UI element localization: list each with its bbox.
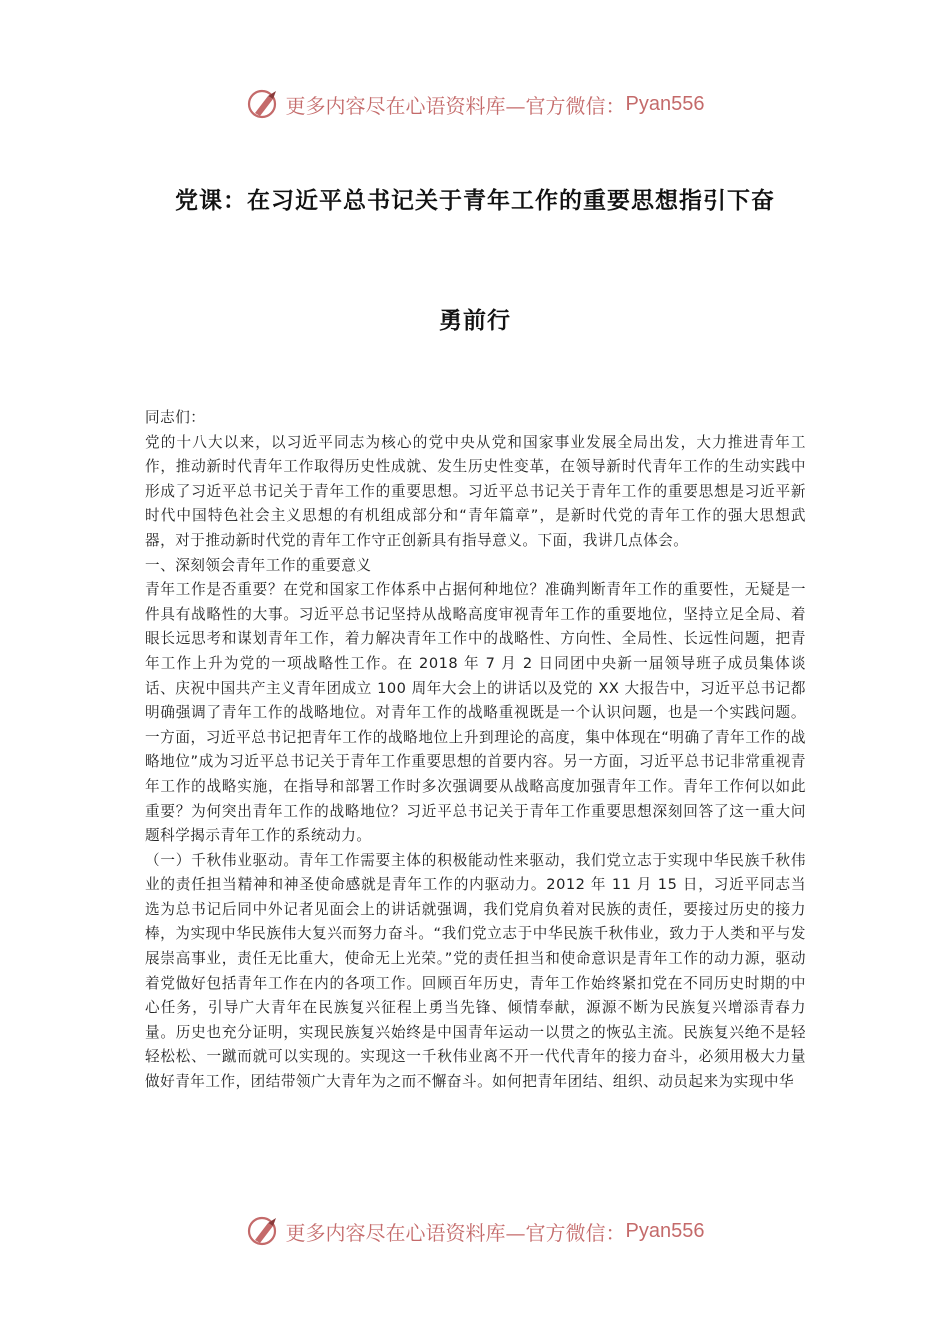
watermark-wechat-id: Pyan556: [625, 1219, 705, 1242]
pen-nib-logo-icon: [246, 86, 282, 122]
watermark-banner-bottom: [0, 1211, 950, 1251]
watermark-text: 更多内容尽在心语资料库—官方微信：: [285, 93, 626, 118]
document-title-line-1: 党课：在习近平总书记关于青年工作的重要思想指引下奋: [175, 188, 775, 214]
pen-nib-logo-icon: [246, 1213, 282, 1249]
document-body: [145, 406, 806, 1095]
watermark-text: 更多内容尽在心语资料库—官方微信：: [285, 1220, 626, 1245]
watermark-banner-top: [0, 84, 950, 124]
section-heading-1: 一、深刻领会青年工作的重要意义: [145, 556, 372, 574]
paragraph-subsection-1: （一）千秋伟业驱动。青年工作需要主体的积极能动性来驱动，我们党立志于实现中华民族千秋伟业的责任担当精神和神圣使命感就是青年工作的内驱动力。2012 年 11 月 15 日，习近平同志当选为总书记后同中外记者见面会上的讲话就强调，我们党肩负着对民族的责任，要接过历史的接力棒，为实现中华民族伟大复兴而努力奋斗。“我们党立志于中华民族千秋伟业，致力于人类和平与发展崇高事业，责任无比重大，使命无上光荣。”党的责任担当和使命意识是青年工作的动力源，驱动着党做好包括青年工作在内的各项工作。回顾百年历史，青年工作始终紧扣党在不同历史时期的中心任务，引导广大青年在民族复兴征程上勇当先锋、倾情奉献，源源不断为民族复兴增添青春力量。历史也充分证明，实现民族复兴始终是中国青年运动一以贯之的恢弘主流。民族复兴绝不是轻轻松松、一蹴而就可以实现的。实现这一千秋伟业离不开一代代青年的接力奋斗，必须用极大力量做好青年工作，团结带领广大青年为之而不懈奋斗。如何把青年团结、组织、动员起来为实现中华: [145, 851, 806, 1091]
salutation: 同志们：: [145, 409, 206, 426]
paragraph-intro: 党的十八大以来，以习近平同志为核心的党中央从党和国家事业发展全局出发，大力推进青年工作，推动新时代青年工作取得历史性成就、发生历史性变革，在领导新时代青年工作的生动实践中形成了习近平总书记关于青年工作的重要思想。习近平总书记关于青年工作的重要思想是习近平新时代中国特色社会主义思想的有机组成部分和“青年篇章”，是新时代党的青年工作的强大思想武器，对于推动新时代党的青年工作守正创新具有指导意义。下面，我讲几点体会。: [145, 433, 806, 549]
paragraph-section-1: 青年工作是否重要？在党和国家工作体系中占据何种地位？准确判断青年工作的重要性，无疑是一件具有战略性的大事。习近平总书记坚持从战略高度审视青年工作的重要地位，坚持立足全局、着眼长远思考和谋划青年工作，着力解决青年工作中的战略性、方向性、全局性、长远性问题，把青年工作上升为党的一项战略性工作。在 2018 年 7 月 2 日同团中央新一届领导班子成员集体谈话、庆祝中国共产主义青年团成立 100 周年大会上的讲话以及党的 XX 大报告中，习近平总书记都明确强调了青年工作的战略地位。对青年工作的战略重视既是一个认识问题，也是一个实践问题。一方面，习近平总书记把青年工作的战略地位上升到理论的高度，集中体现在“明确了青年工作的战略地位”成为习近平总书记关于青年工作重要思想的首要内容。另一方面，习近平总书记非常重视青年工作的战略实施，在指导和部署工作时多次强调要从战略高度加强青年工作。青年工作何以如此重要？为何突出青年工作的战略地位？习近平总书记关于青年工作重要思想深刻回答了这一重大问题科学揭示青年工作的系统动力。: [145, 581, 806, 845]
document-title-line-2: 勇前行: [439, 308, 511, 334]
watermark-wechat-id: Pyan556: [625, 92, 705, 115]
